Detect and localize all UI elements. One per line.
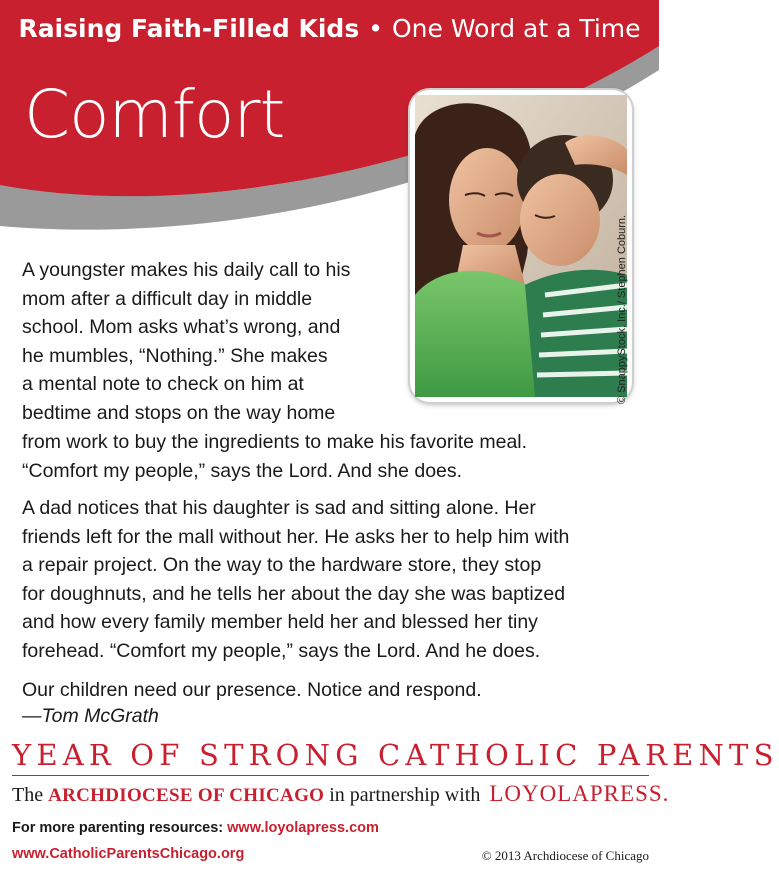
divider	[12, 775, 649, 776]
paragraph-3: Our children need our presence. Notice and respond.	[22, 679, 482, 701]
loyola-press-link[interactable]: www.loyolapress.com	[227, 820, 379, 836]
archdiocese-name: ARCHDIOCESE OF CHICAGO	[48, 785, 325, 806]
text-line: and how every family member held her and blessed her tiny	[22, 611, 538, 634]
series-title-bold: Raising Faith-Filled Kids	[18, 14, 360, 43]
resources-label: For more parenting resources:	[12, 820, 224, 836]
series-title	[0, 14, 659, 43]
partner-the: The	[12, 784, 44, 806]
partner-text: in partnership with	[329, 784, 481, 806]
photo-frame	[410, 90, 632, 402]
partnership-line	[12, 781, 669, 807]
text-line: mom after a difficult day in middle	[22, 287, 313, 310]
text-line: for doughnuts, and he tells her about the day she was baptized	[22, 582, 566, 605]
photo-credit: © SnappyStock, Inc./ Stephen Coburn.	[616, 214, 628, 404]
paragraph-1-wrapped	[22, 256, 392, 428]
text-line: a mental note to check on him at	[22, 373, 304, 396]
loyola-press-logo-a: LOYOLA	[489, 781, 590, 806]
text-line: forehead. “Comfort my people,” says the Lord. And he does.	[22, 639, 541, 662]
paragraph-1-full	[22, 428, 652, 485]
series-title-light: One Word at a Time	[391, 14, 641, 43]
text-line: he mumbles, “Nothing.” She makes	[22, 344, 328, 367]
text-line: from work to buy the ingredients to make his favorite meal.	[22, 431, 528, 453]
text-line: A dad notices that his daughter is sad and sitting alone. Her	[22, 497, 536, 519]
photo-mother-son	[415, 95, 627, 397]
catholic-parents-link[interactable]: www.CatholicParentsChicago.org	[12, 846, 245, 862]
paragraph-2	[22, 494, 652, 666]
series-separator: •	[368, 14, 383, 43]
loyola-press-logo	[489, 781, 669, 806]
author-signature: —Tom McGrath	[22, 705, 159, 727]
text-line: A youngster makes his daily call to his	[22, 259, 351, 281]
text-line: friends left for the mall without her. He asks her to help him with	[22, 525, 570, 548]
text-line: bedtime and stops on the way home	[22, 401, 336, 424]
page-title: Comfort	[24, 76, 285, 153]
campaign-title: YEAR OF STRONG CATHOLIC PARENTS	[12, 738, 779, 772]
text-line: a repair project. On the way to the hardware store, they stop	[22, 554, 542, 577]
text-line: school. Mom asks what’s wrong, and	[22, 316, 341, 339]
loyola-press-logo-b: PRESS.	[589, 781, 670, 806]
text-line: “Comfort my people,” says the Lord. And she does.	[22, 459, 463, 482]
copyright-notice: © 2013 Archdiocese of Chicago	[481, 848, 649, 863]
resources-line	[12, 820, 379, 836]
